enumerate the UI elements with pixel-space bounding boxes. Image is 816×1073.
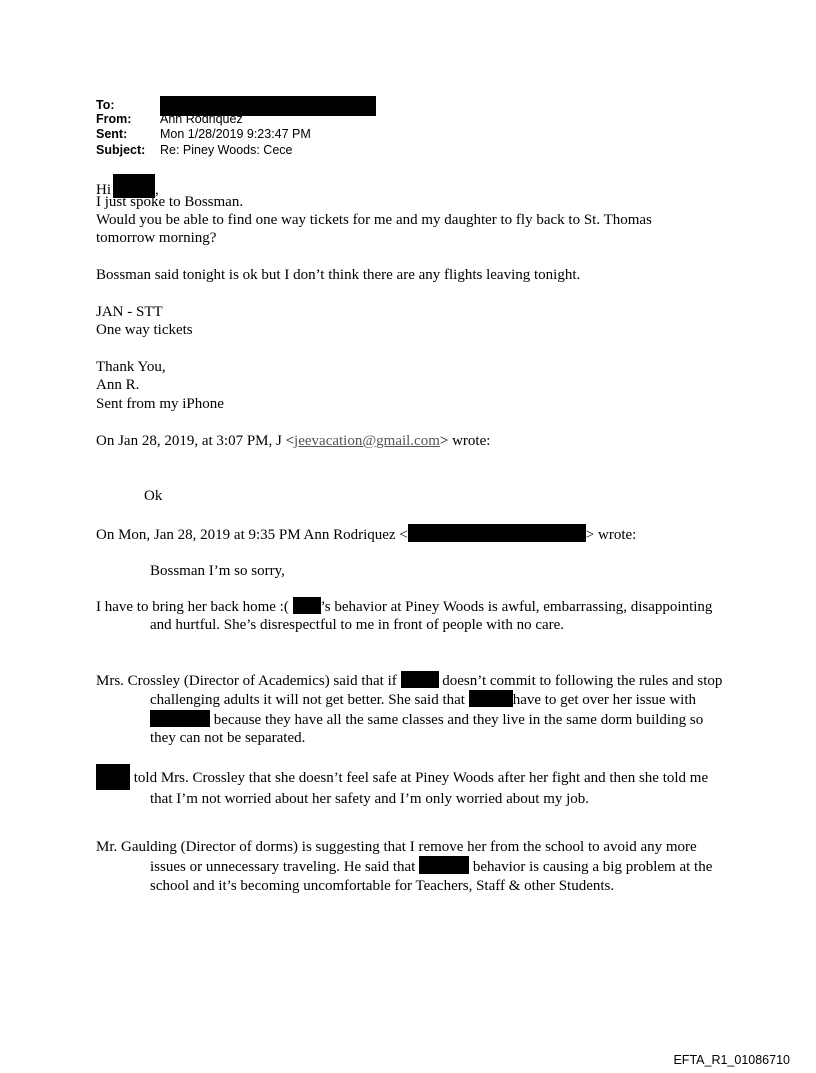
header-from-row bbox=[96, 112, 243, 127]
quote2-opening: Bossman I’m so sorry, bbox=[150, 563, 285, 579]
to-label: To: bbox=[96, 98, 115, 113]
sent-label: Sent: bbox=[96, 127, 128, 141]
paragraph-2-text-c: have to get over her issue with bbox=[512, 692, 696, 709]
subject-value: Re: Piney Woods: Cece bbox=[160, 143, 293, 157]
signature: Ann R. bbox=[96, 377, 140, 393]
redaction-box bbox=[408, 524, 586, 542]
sent-value: Mon 1/28/2019 9:23:47 PM bbox=[160, 127, 311, 141]
redaction-box bbox=[150, 710, 210, 727]
redaction-box bbox=[469, 690, 513, 707]
paragraph-2 bbox=[96, 671, 730, 747]
greeting: Hi bbox=[96, 182, 111, 198]
paragraph-2-text-b: doesn’t commit to following the rules and stop challenging adults it will not get better. She said that bbox=[150, 673, 723, 709]
header-sent-row bbox=[96, 127, 311, 142]
subject-label: Subject: bbox=[96, 143, 146, 157]
quote1-intro bbox=[96, 432, 490, 450]
route: JAN - STT bbox=[96, 304, 163, 320]
paragraph-1-text-b: ’s behavior at Piney Woods is awful, embarrassing, disappointing and hurtful. She’s disrespectful to me in front of people with no care. bbox=[150, 599, 713, 634]
quote2-intro bbox=[96, 524, 636, 544]
body-line-4: Bossman said tonight is ok but I don’t think there are any flights leaving tonight. bbox=[96, 267, 581, 283]
thanks: Thank You, bbox=[96, 359, 166, 375]
greeting-comma: , bbox=[155, 182, 159, 198]
quote1-reply: Ok bbox=[144, 488, 163, 504]
paragraph-4-text-a: Mr. Gaulding (Director of dorms) is suggesting that I remove her from the school to avoid any more issues or unnecessary traveling. He said that bbox=[96, 839, 697, 876]
route-note: One way tickets bbox=[96, 322, 193, 338]
redaction-box bbox=[401, 671, 439, 688]
quote2-intro-prefix: On Mon, Jan 28, 2019 at 9:35 PM Ann Rodriquez < bbox=[96, 527, 408, 543]
body-line-2: Would you be able to find one way tickets for me and my daughter to fly back to St. Thomas bbox=[96, 212, 652, 228]
paragraph-1-text-a: I have to bring her back home :( bbox=[96, 599, 289, 615]
redaction-box bbox=[96, 764, 130, 790]
paragraph-2-text-d: because they have all the same classes and they live in the same dorm building so they can not be separated. bbox=[150, 711, 704, 746]
sent-from: Sent from my iPhone bbox=[96, 396, 224, 412]
quote2-intro-suffix: > wrote: bbox=[585, 527, 637, 543]
header-subject-row bbox=[96, 143, 292, 158]
redaction-box bbox=[419, 856, 469, 874]
document-id: EFTA_R1_01086710 bbox=[673, 1053, 790, 1067]
body-line-3: tomorrow morning? bbox=[96, 230, 217, 246]
body-line-1: I just spoke to Bossman. bbox=[96, 194, 244, 210]
email-link[interactable]: jeevacation@gmail.com bbox=[294, 433, 440, 449]
quote1-intro-suffix: > wrote: bbox=[439, 433, 491, 449]
paragraph-1 bbox=[96, 597, 730, 635]
redaction-box bbox=[293, 597, 321, 614]
from-label: From: bbox=[96, 112, 132, 126]
paragraph-3-text: told Mrs. Crossley that she doesn’t feel safe at Piney Woods after her fight and then she told me that I’m not worried about her safety and I’m only worried about my job. bbox=[133, 770, 709, 807]
paragraph-3 bbox=[96, 764, 730, 808]
paragraph-2-text-a: Mrs. Crossley (Director of Academics) said that if bbox=[96, 673, 397, 689]
paragraph-4-text-b: behavior is causing a big problem at the school and it’s becoming uncomfortable for Teachers, Staff & other Students. bbox=[150, 859, 713, 894]
paragraph-4 bbox=[96, 838, 730, 895]
from-value: Ann Rodriquez bbox=[160, 112, 243, 126]
quote1-intro-prefix: On Jan 28, 2019, at 3:07 PM, J < bbox=[96, 433, 295, 449]
